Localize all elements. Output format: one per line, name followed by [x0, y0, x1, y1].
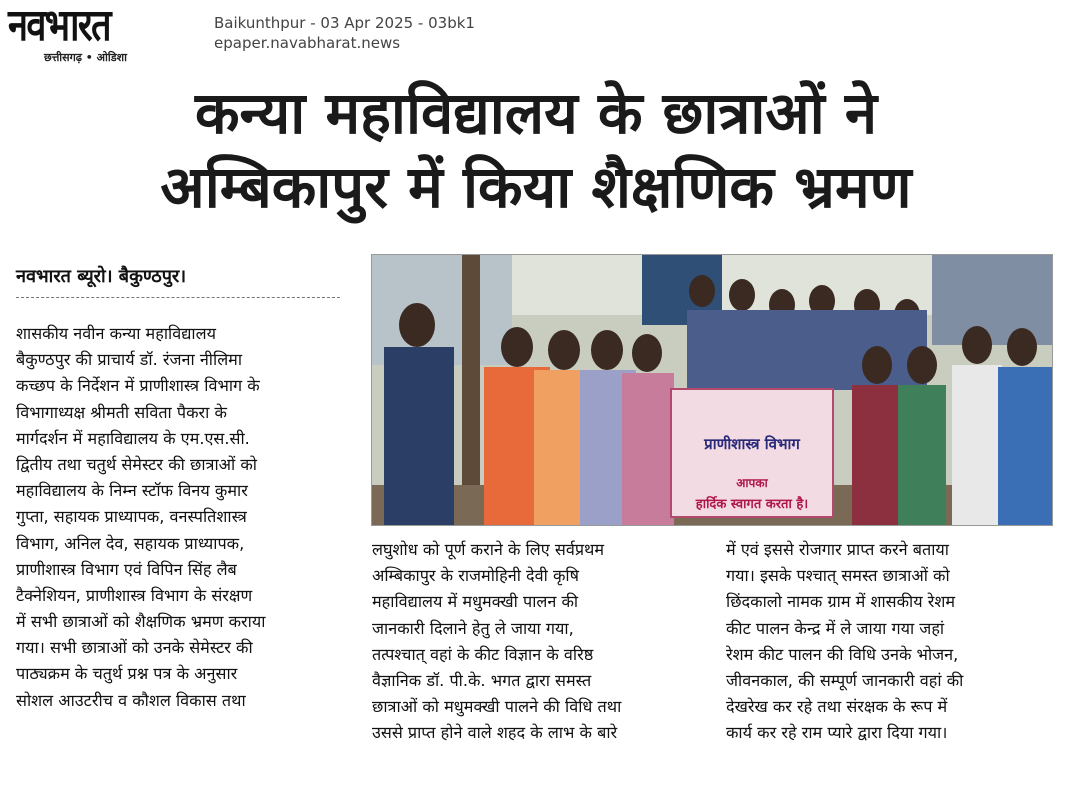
edition-line: Baikunthpur - 03 Apr 2025 - 03bk1	[214, 14, 475, 32]
text-line: छिंदकालो नामक ग्राम में शासकीय रेशम	[726, 592, 956, 612]
article-column-2	[372, 537, 696, 747]
text-line: विभागाध्यक्ष श्रीमती सविता पैकरा के	[16, 402, 227, 422]
logo-region: छत्तीसगढ़ • ओडिशा	[44, 51, 127, 64]
text-line: महाविद्यालय में मधुमक्खी पालन की	[372, 592, 579, 612]
text-line: रेशम कीट पालन की विधि उनके भोजन,	[726, 644, 959, 664]
masthead	[0, 0, 1072, 64]
article-column-3	[726, 537, 1050, 747]
text-line: कच्छप के निर्देशन में प्राणीशास्त्र विभाग के	[16, 376, 260, 396]
text-line: गया। सभी छात्राओं को उनके सेमेस्टर की	[16, 638, 253, 658]
text-line: मार्गदर्शन में महाविद्यालय के एम.एस.सी.	[16, 428, 250, 448]
article-column-1	[16, 321, 340, 714]
website-url: epaper.navabharat.news	[214, 34, 401, 52]
text-line: अम्बिकापुर के राजमोहिनी देवी कृषि	[372, 566, 579, 586]
text-line: देखरेख कर रहे तथा संरक्षक के रूप में	[726, 697, 948, 717]
text-line: सोशल आउटरीच व कौशल विकास तथा	[16, 690, 246, 710]
text-line: गया। इसके पश्चात् समस्त छात्राओं को	[726, 566, 950, 586]
banner-department: प्राणीशास्त्र विभाग	[704, 435, 800, 453]
text-line: विभाग, अनिल देव, सहायक प्राध्यापक,	[16, 533, 245, 553]
text-line: बैकुण्ठपुर की प्राचार्य डॉ. रंजना नीलिमा	[16, 350, 243, 370]
text-line: जानकारी दिलाने हेतु ले जाया गया,	[372, 618, 574, 638]
text-line: जीवनकाल, की सम्पूर्ण जानकारी वहां की	[726, 670, 964, 690]
text-line: महाविद्यालय के निम्न स्टॉफ विनय कुमार	[16, 481, 248, 501]
newspaper-logo	[0, 0, 198, 64]
headline-line-1: कन्या महाविद्यालय के छात्राओं ने	[194, 79, 878, 147]
byline: नवभारत ब्यूरो। बैकुण्ठपुर।	[16, 266, 187, 287]
logo-wordmark: नवभारत	[8, 0, 110, 51]
text-line: कार्य कर रहे राम प्यारे द्वारा दिया गया।	[726, 723, 948, 743]
text-line: पाठ्यक्रम के चतुर्थ प्रश्न पत्र के अनुसार	[16, 664, 238, 684]
banner-welcome: हार्दिक स्वागत करता है।	[695, 497, 809, 512]
group-photo	[371, 254, 1053, 526]
text-line: छात्राओं को मधुमक्खी पालने की विधि तथा	[372, 697, 622, 717]
headline-line-2: अम्बिकापुर में किया शैक्षणिक भ्रमण	[160, 153, 912, 221]
text-line: कीट पालन केन्द्र में ले जाया गया जहां	[726, 618, 945, 638]
banner-aapka: आपका	[736, 476, 768, 490]
text-line: में सभी छात्राओं को शैक्षणिक भ्रमण कराया	[16, 612, 266, 632]
text-line: द्वितीय तथा चतुर्थ सेमेस्टर की छात्राओं को	[16, 454, 257, 474]
text-line: शासकीय नवीन कन्या महाविद्यालय	[16, 324, 216, 343]
text-line: गुप्ता, सहायक प्राध्यापक, वनस्पतिशास्त्र	[16, 507, 247, 527]
text-line: लघुशोध को पूर्ण कराने के लिए सर्वप्रथम	[372, 540, 605, 559]
welcome-banner	[670, 388, 834, 518]
text-line: तत्पश्चात् वहां के कीट विज्ञान के वरिष्ठ	[372, 644, 594, 664]
text-line: टैक्नेशियन, प्राणीशास्त्र विभाग के संरक्षण	[16, 585, 253, 605]
text-line: वैज्ञानिक डॉ. पी.के. भगत द्वारा समस्त	[372, 670, 592, 690]
text-line: उससे प्राप्त होने वाले शहद के लाभ के बारे	[372, 723, 618, 743]
text-line: प्राणीशास्त्र विभाग एवं विपिन सिंह लैब	[16, 559, 237, 579]
text-line: में एवं इससे रोजगार प्राप्त करने बताया	[726, 540, 949, 559]
byline-divider	[16, 297, 340, 298]
